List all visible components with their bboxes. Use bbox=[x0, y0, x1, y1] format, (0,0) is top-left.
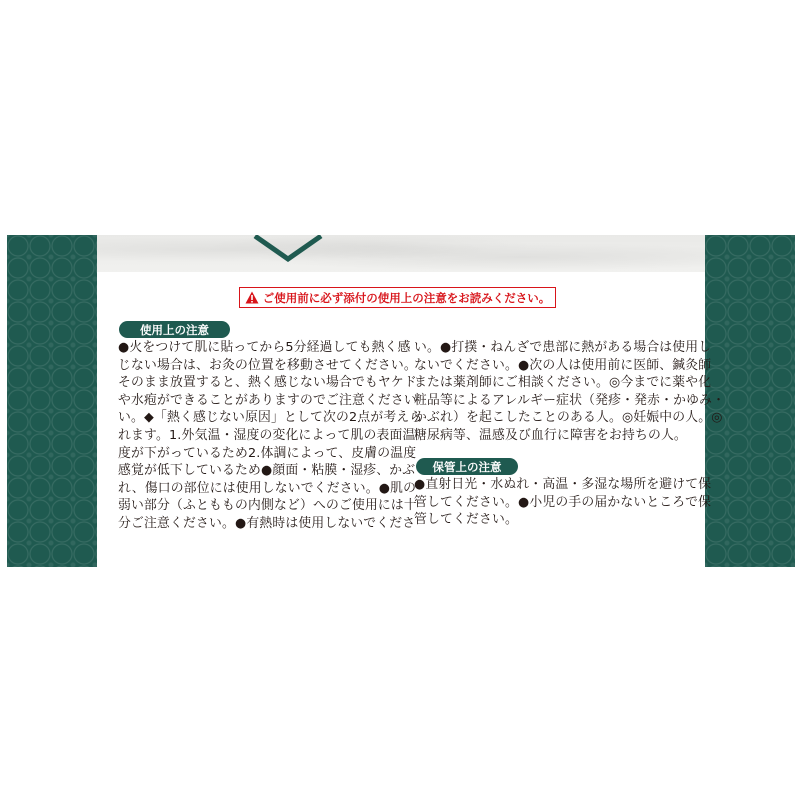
usage-text-right: い。●打撲・ねんざで患部に熱がある場合は使用し ないでください。●次の人は使用前に医師、鍼灸師 または薬剤師にご相談ください。◎今までに薬や化 粧品等によるアレルギー症状（発疹・発赤・かゆみ・ かぶれ）を起こしたことのある人。◎妊娠中の人。◎ 糖尿病等、温感及び血行に障害をお持ちの人。 bbox=[414, 340, 726, 443]
chevron-down-icon bbox=[253, 235, 323, 262]
usage-text-left: ●火をつけて肌に貼ってから5分経過しても熱く感 じない場合は、お灸の位置を移動させてください。 そのまま放置すると、熱く感じない場合でもヤケド や水疱ができることがありますのでご注意ください い。◆「熱く感じない原因」として次の2点が考えら れます。1.外気温・湿度の変化によって肌の表面温 度が下がっているため2.体調によって、皮膚の温度 感覚が低下しているため●顔面・粘膜・湿疹、かぶ れ、傷口の部位には使用しないでください。●肌の 弱い部分（ふとももの内側など）へのご使用には十 分ご注意ください。●有熱時は使用しないでくださ bbox=[118, 340, 423, 531]
pattern-panel-left bbox=[7, 235, 97, 567]
notice-panel bbox=[97, 235, 726, 567]
storage-heading: 保管上の注意 bbox=[416, 458, 518, 475]
warning-banner bbox=[239, 287, 556, 308]
usage-heading: 使用上の注意 bbox=[119, 321, 230, 338]
warning-text: ご使用前に必ず添付の使用上の注意をお読みください。 bbox=[262, 290, 551, 305]
storage-text: ●直射日光・水ぬれ・高温・多湿な場所を避けて保 管してください。●小児の手の届かないところで保 管してください。 bbox=[414, 477, 712, 528]
paper-texture-band bbox=[97, 235, 705, 272]
warning-triangle-icon bbox=[245, 291, 259, 304]
